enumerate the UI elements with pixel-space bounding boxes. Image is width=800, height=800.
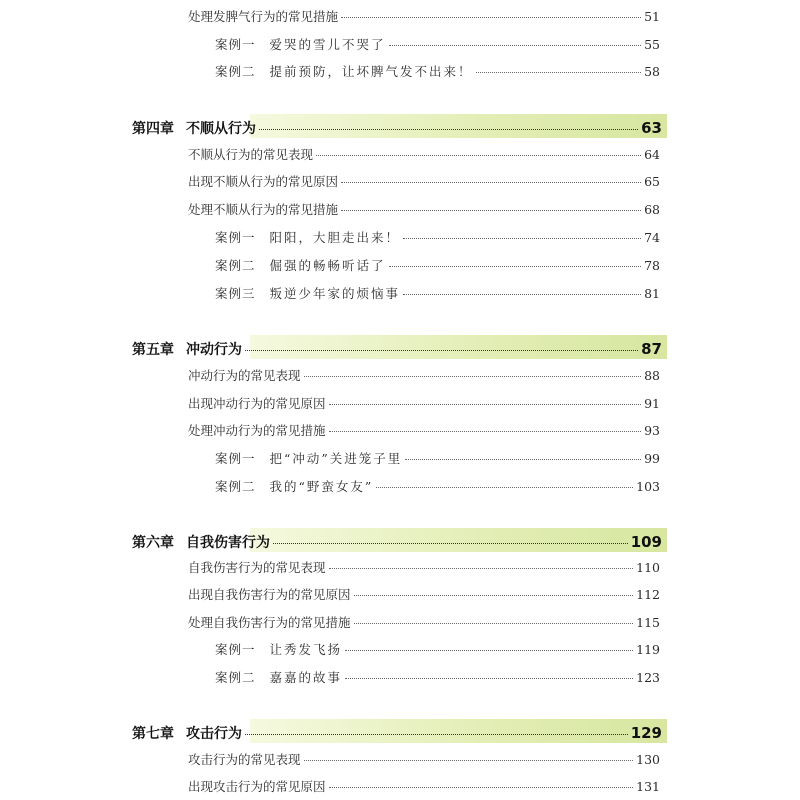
page-number: 119	[636, 642, 660, 657]
page-number: 64	[644, 147, 660, 162]
leader-dots	[476, 72, 642, 73]
leader-dots	[354, 623, 634, 624]
page-number: 112	[636, 587, 660, 602]
toc-entry[interactable]	[188, 777, 660, 795]
case-title: 叛逆少年家的烦恼事	[269, 286, 401, 301]
toc-entry[interactable]	[188, 394, 660, 412]
page-number: 91	[644, 396, 660, 411]
page-number: 74	[644, 230, 660, 245]
entry-title: 出现冲动行为的常见原因	[188, 396, 326, 411]
leader-dots	[389, 45, 642, 46]
chapter-heading-row	[132, 118, 662, 138]
chapter-heading[interactable]	[132, 114, 667, 138]
chapter-number: 第五章	[132, 342, 174, 358]
leader-dots	[354, 595, 634, 596]
page-number: 131	[636, 779, 660, 794]
chapter-page: 109	[630, 533, 662, 551]
toc-case-entry[interactable]	[215, 477, 660, 495]
entry-title: 处理发脾气行为的常见措施	[188, 9, 339, 24]
case-tag: 案例一	[215, 230, 256, 245]
case-title: 阳阳，大胆走出来！	[269, 230, 401, 245]
case-title: 提前预防，让坏脾气发不出来！	[269, 64, 473, 79]
page-number: 78	[644, 258, 660, 273]
page-number: 130	[636, 752, 660, 767]
entry-title: 处理冲动行为的常见措施	[188, 423, 326, 438]
chapter-page: 129	[630, 724, 662, 742]
entry-title: 自我伤害行为的常见表现	[188, 560, 326, 575]
case-title: 爱哭的雪儿不哭了	[269, 37, 386, 52]
toc-case-entry[interactable]	[215, 284, 660, 302]
page-number: 93	[644, 423, 660, 438]
case-tag: 案例二	[215, 64, 256, 79]
leader-dots	[304, 376, 642, 377]
case-title: 倔强的畅畅听话了	[269, 258, 386, 273]
leader-dots	[273, 543, 628, 544]
chapter-number: 第六章	[132, 535, 174, 551]
toc-case-entry[interactable]	[215, 62, 660, 80]
chapter-heading[interactable]	[132, 719, 667, 743]
leader-dots	[329, 404, 642, 405]
leader-dots	[389, 266, 642, 267]
toc-entry[interactable]	[188, 558, 660, 576]
chapter-title: 自我伤害行为	[186, 535, 270, 551]
page-number: 68	[644, 202, 660, 217]
page-number: 123	[636, 670, 660, 685]
leader-dots	[403, 238, 641, 239]
entry-title: 出现不顺从行为的常见原因	[188, 174, 339, 189]
case-tag: 案例一	[215, 37, 256, 52]
case-title: 嘉嘉的故事	[269, 670, 343, 685]
leader-dots	[259, 129, 638, 130]
toc-entry[interactable]	[188, 200, 660, 218]
chapter-page: 63	[641, 119, 662, 137]
chapter-title: 不顺从行为	[186, 121, 256, 137]
case-tag: 案例一	[215, 642, 256, 657]
leader-dots	[341, 182, 641, 183]
leader-dots	[405, 459, 641, 460]
page-number: 99	[644, 451, 660, 466]
entry-title: 处理自我伤害行为的常见措施	[188, 615, 351, 630]
toc-case-entry[interactable]	[215, 228, 660, 246]
leader-dots	[245, 734, 628, 735]
leader-dots	[345, 650, 633, 651]
chapter-heading[interactable]	[132, 528, 667, 552]
entry-title: 不顺从行为的常见表现	[188, 147, 314, 162]
leader-dots	[329, 568, 634, 569]
entry-title: 出现攻击行为的常见原因	[188, 779, 326, 794]
leader-dots	[341, 17, 641, 18]
case-tag: 案例二	[215, 258, 256, 273]
leader-dots	[245, 350, 638, 351]
case-tag: 案例二	[215, 479, 256, 494]
chapter-heading[interactable]	[132, 335, 667, 359]
case-title: 让秀发飞扬	[269, 642, 343, 657]
toc-entry[interactable]	[188, 7, 660, 25]
page-number: 51	[644, 9, 660, 24]
toc-case-entry[interactable]	[215, 668, 660, 686]
chapter-title: 攻击行为	[186, 726, 242, 742]
chapter-heading-row	[132, 723, 662, 743]
case-tag: 案例一	[215, 451, 256, 466]
leader-dots	[329, 787, 634, 788]
toc-entry[interactable]	[188, 145, 660, 163]
leader-dots	[376, 487, 633, 488]
chapter-heading-row	[132, 532, 662, 552]
page-number: 81	[644, 286, 660, 301]
toc-entry[interactable]	[188, 421, 660, 439]
entry-title: 出现自我伤害行为的常见原因	[188, 587, 351, 602]
leader-dots	[341, 210, 641, 211]
leader-dots	[403, 294, 641, 295]
page-number: 115	[636, 615, 660, 630]
toc-case-entry[interactable]	[215, 640, 660, 658]
toc-entry[interactable]	[188, 366, 660, 384]
chapter-title: 冲动行为	[186, 342, 242, 358]
toc-entry[interactable]	[188, 585, 660, 603]
chapter-number: 第七章	[132, 726, 174, 742]
chapter-page: 87	[641, 340, 662, 358]
case-tag: 案例三	[215, 286, 256, 301]
entry-title: 攻击行为的常见表现	[188, 752, 301, 767]
page-number: 88	[644, 368, 660, 383]
toc-entry[interactable]	[188, 613, 660, 631]
chapter-heading-row	[132, 339, 662, 359]
leader-dots	[345, 678, 633, 679]
entry-title: 处理不顺从行为的常见措施	[188, 202, 339, 217]
case-tag: 案例二	[215, 670, 256, 685]
page-number: 65	[644, 174, 660, 189]
toc-case-entry[interactable]	[215, 35, 660, 53]
page-number: 55	[644, 37, 660, 52]
page-number: 103	[636, 479, 660, 494]
entry-title: 冲动行为的常见表现	[188, 368, 301, 383]
toc-entry[interactable]	[188, 750, 660, 768]
case-title: 我的“野蛮女友”	[269, 479, 374, 494]
leader-dots	[329, 431, 642, 432]
toc-entry[interactable]	[188, 172, 660, 190]
chapter-number: 第四章	[132, 121, 174, 137]
leader-dots	[304, 760, 634, 761]
page-number: 58	[644, 64, 660, 79]
leader-dots	[316, 155, 641, 156]
case-title: 把“冲动”关进笼子里	[269, 451, 403, 466]
toc-case-entry[interactable]	[215, 449, 660, 467]
toc-case-entry[interactable]	[215, 256, 660, 274]
page-number: 110	[636, 560, 660, 575]
